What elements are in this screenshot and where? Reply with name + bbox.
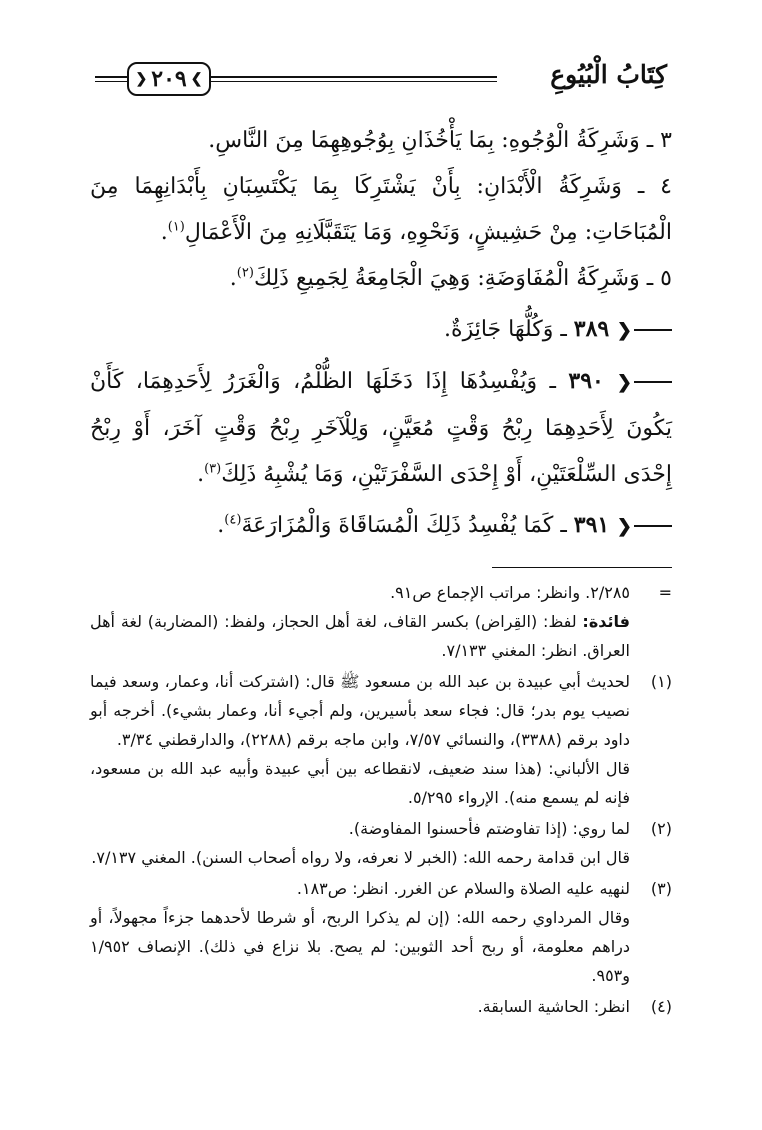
footnote-ref: (٤) <box>224 512 242 528</box>
footnote-continued <box>90 578 672 665</box>
footnote-line: انظر: الحاشية السابقة. <box>477 997 630 1016</box>
marker-arrow-icon: ❮ <box>616 320 632 341</box>
footnote-ref: (٢) <box>236 265 254 281</box>
footnote-1 <box>90 667 672 812</box>
page-number-badge <box>127 62 211 96</box>
ornament-right-icon: ❯ <box>190 71 203 87</box>
paragraph-marker <box>568 368 672 394</box>
footnote-4 <box>90 992 672 1021</box>
paragraph-item-5 <box>90 256 672 302</box>
paragraph-text: ـ وَكُلُّهَا جَائِزَةٌ. <box>444 317 574 342</box>
footnote-body <box>90 667 630 812</box>
footnote-marker: (٢) <box>650 819 672 838</box>
footnote-body <box>90 874 630 990</box>
paragraph-text: ٥ ـ وَشَرِكَةُ الْمُفَاوَضَةِ: وَهِيَ الْجَامِعَةُ لِجَمِيعِ ذَلِكَ <box>253 266 672 291</box>
paragraph-text: ـ كَمَا يُفْسِدُ ذَلِكَ الْمُسَاقَاةَ وَالْمُزَارَعَةَ <box>241 513 574 538</box>
ornament-left-icon: ❮ <box>135 71 148 87</box>
paragraph-marker <box>574 512 672 538</box>
numbered-paragraph-389 <box>90 306 672 354</box>
footnote-ref: (١) <box>167 219 185 235</box>
paragraph-text: ٤ ـ وَشَرِكَةُ الْأَبْدَانِ: بِأَنْ يَشْتَرِكَا بِمَا يَكْتَسِبَانِ بِأَبْدَانِهِمَا مِنَ الْمُبَاحَاتِ: مِنْ حَشِيشٍ، وَنَحْوِهِ، وَمَا يَتَقَبَّلَانِهِ مِنَ الْأَعْمَالِ <box>90 174 672 245</box>
paragraph-marker <box>574 316 672 342</box>
numbered-paragraph-390 <box>90 358 672 498</box>
marker-line <box>634 329 672 331</box>
numbered-paragraph-391 <box>90 502 672 550</box>
running-header <box>95 58 667 100</box>
footnote-body <box>90 578 630 665</box>
paragraph-number: ٣٨٩ <box>573 316 610 342</box>
footnote-body <box>90 814 630 872</box>
footnote-marker: (٤) <box>650 997 672 1016</box>
footnote-marker: (٣) <box>650 879 672 898</box>
paragraph-end: . <box>217 513 225 538</box>
paragraph-number: ٣٩١ <box>573 512 610 538</box>
footnote-ref: (٣) <box>204 461 222 477</box>
footnote-marker: (١) <box>650 672 672 691</box>
marker-arrow-icon: ❮ <box>616 516 632 537</box>
footnote-text: لفظ: (القِراض) بكسر القاف، لغة أهل الحجاز، ولفظ: (المضاربة) لغة أهل العراق. انظر: المغني ٧/١٣٣. <box>90 612 630 660</box>
footnote-line: لنهيه عليه الصلاة والسلام عن الغرر. انظر: ص١٨٣. <box>296 879 630 898</box>
marker-arrow-icon: ❮ <box>616 372 632 393</box>
footnote-bold-label: فائدة: <box>582 612 630 631</box>
paragraph-item-3 <box>90 118 672 164</box>
footnote-line: ٢/٢٨٥. وانظر: مراتب الإجماع ص٩١. <box>390 583 630 602</box>
footnote-marker: = <box>658 583 672 602</box>
footnote-line: وقال المرداوي رحمه الله: (إن لم يذكرا الربح، أو شرطا لأحدهما جزءاً مجهولاً، أو دراهم معلومة، أو ربح أحد الثوبين: لم يصح. بلا نزاع في ذلك). الإنصاف ١/٩٥٢ و٩٥٣. <box>90 908 630 985</box>
footnote-line: قال ابن قدامة رحمه الله: (الخبر لا نعرفه، ولا رواه أصحاب السنن). المغني ٧/١٣٧. <box>91 848 630 867</box>
book-title: كِتَابُ الْبُيُوعِ <box>550 60 667 89</box>
footnote-3 <box>90 874 672 990</box>
footnote-line: لما روي: (إذا تفاوضتم فأحسنوا المفاوضة). <box>348 819 630 838</box>
page-number: ٢٠٩ <box>151 66 187 92</box>
paragraph-end: . <box>229 266 237 291</box>
footnote-line: لحديث أبي عبيدة بن عبد الله بن مسعود ﷺ قال: (اشتركت أنا، وعمار، وسعد فيما نصيب يوم بدر؛ قال: فجاء سعد بأسيرين، ولم أجيء أنا، وعمار بشيء). أخرجه أبو داود برقم (٣٣٨٨)، والنسائي ٧/٥٧، وابن ماجه برقم (٢٢٨٨)، والدارقطني ٣/٣٤. <box>90 672 630 749</box>
marker-line <box>634 525 672 527</box>
paragraph-text: ـ وَيُفْسِدُهَا إِذَا دَخَلَهَا الظُّلْمُ، وَالْغَرَرُ لِأَحَدِهِمَا، كَأَنْ يَكُونَ لِأَحَدِهِمَا رِبْحُ وَقْتٍ مُعَيَّنٍ، وَلِلْآخَرِ رِبْحُ وَقْتٍ آخَرَ، أَوْ رِبْحُ إِحْدَى السِّلْعَتَيْنِ، أَوْ إِحْدَى السَّفْرَتَيْنِ، وَمَا يُشْبِهُ ذَلِكَ <box>90 369 672 487</box>
footnote-line <box>90 607 630 665</box>
footnotes <box>90 578 672 1023</box>
paragraph-text: ٣ ـ وَشَرِكَةُ الْوُجُوهِ: بِمَا يَأْخُذَانِ بِوُجُوهِهِمَا مِنَ النَّاسِ. <box>208 128 672 153</box>
footnote-separator <box>492 567 672 568</box>
paragraph-end: . <box>197 462 205 487</box>
paragraph-end: . <box>160 220 168 245</box>
paragraph-number: ٣٩٠ <box>568 368 604 394</box>
footnote-body <box>90 992 630 1021</box>
main-text <box>90 118 672 554</box>
paragraph-item-4 <box>90 164 672 256</box>
marker-line <box>634 381 672 383</box>
footnote-2 <box>90 814 672 872</box>
footnote-line: قال الألباني: (هذا سند ضعيف، لانقطاعه بين أبي عبيدة وأبيه عبد الله بن مسعود، فإنه لم يسمع منه). الإرواء ٥/٢٩٥. <box>90 759 630 807</box>
